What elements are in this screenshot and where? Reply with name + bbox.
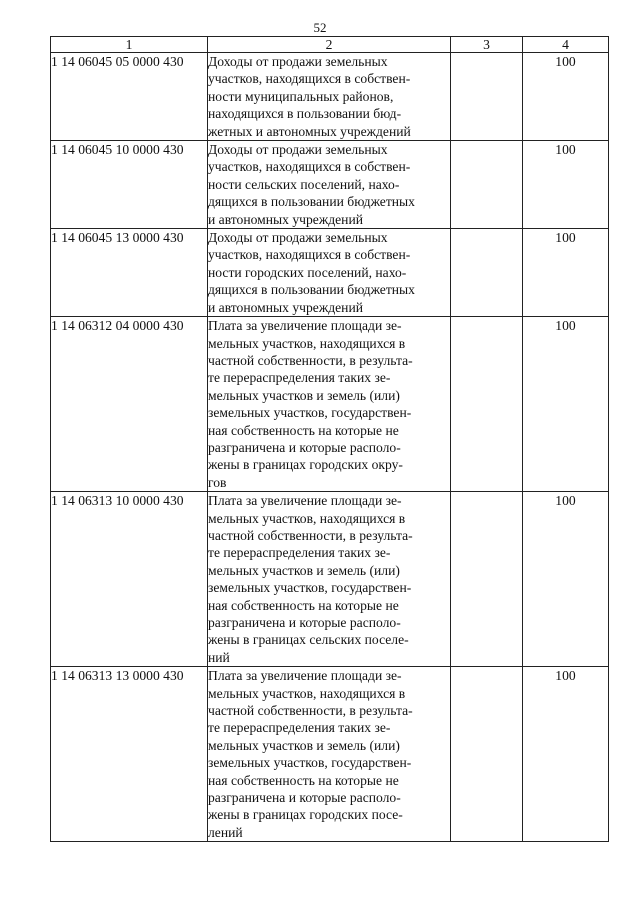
description-line: частной собственности, в результа- <box>208 527 413 543</box>
description-line: дящихся в пользовании бюджетных <box>208 282 415 298</box>
table-row <box>51 492 609 667</box>
norm-percent: 100 <box>523 229 609 317</box>
column-3-cell <box>451 141 523 229</box>
description-line: Плата за увеличение площади зе- <box>208 318 402 334</box>
description-line: ная собственность на которые не <box>208 422 399 438</box>
description-line: те перераспределения таких зе- <box>208 720 391 736</box>
page-number: 52 <box>313 20 327 35</box>
description-line: Доходы от продажи земельных <box>208 230 388 246</box>
norm-percent: 100 <box>523 53 609 141</box>
description-line: земельных участков, государствен- <box>208 580 412 596</box>
income-description <box>208 317 451 492</box>
description-line: участков, находящихся в собствен- <box>208 71 411 87</box>
description-line: жены в границах сельских поселе- <box>208 632 409 648</box>
description-line: участков, находящихся в собствен- <box>208 247 411 263</box>
norm-percent: 100 <box>523 492 609 667</box>
norm-percent: 100 <box>523 141 609 229</box>
description-line: ная собственность на которые не <box>208 772 399 788</box>
description-line: жетных и автономных учреждений <box>208 123 411 139</box>
description-line: дящихся в пользовании бюджетных <box>208 194 415 210</box>
description-line: Доходы от продажи земельных <box>208 54 388 69</box>
description-line: земельных участков, государствен- <box>208 755 412 771</box>
description-line: разграничена и которые располо- <box>208 439 401 455</box>
column-header-3: 3 <box>451 37 523 53</box>
description-line: ности сельских поселений, нахо- <box>208 176 400 192</box>
description-line: частной собственности, в результа- <box>208 703 413 719</box>
description-line: Доходы от продажи земельных <box>208 142 388 158</box>
column-header-1: 1 <box>51 37 208 53</box>
description-line: участков, находящихся в собствен- <box>208 159 411 175</box>
description-line: гов <box>208 474 227 490</box>
classification-code: 1 14 06313 13 0000 430 <box>51 667 208 842</box>
column-3-cell <box>451 667 523 842</box>
description-line: ная собственность на которые не <box>208 597 399 613</box>
income-description <box>208 53 451 141</box>
classification-code: 1 14 06045 13 0000 430 <box>51 229 208 317</box>
table-row <box>51 317 609 492</box>
norm-percent: 100 <box>523 667 609 842</box>
description-line: Плата за увеличение площади зе- <box>208 668 402 684</box>
column-3-cell <box>451 53 523 141</box>
norm-percent: 100 <box>523 317 609 492</box>
description-line: ний <box>208 649 230 665</box>
classification-code: 1 14 06313 10 0000 430 <box>51 492 208 667</box>
description-line: те перераспределения таких зе- <box>208 370 391 386</box>
description-line: разграничена и которые располо- <box>208 615 401 630</box>
income-description <box>208 492 451 667</box>
description-line: мельных участков и земель (или) <box>208 387 400 403</box>
table-row <box>51 229 609 317</box>
description-line: те перераспределения таких зе- <box>208 545 391 561</box>
description-line: земельных участков, государствен- <box>208 405 412 421</box>
column-header-2: 2 <box>208 37 451 53</box>
column-header-4: 4 <box>523 37 609 53</box>
description-line: жены в границах городских окру- <box>208 457 403 473</box>
description-line: разграничена и которые располо- <box>208 790 401 806</box>
description-line: мельных участков и земель (или) <box>208 562 400 578</box>
table-row <box>51 53 609 141</box>
classification-code: 1 14 06312 04 0000 430 <box>51 317 208 492</box>
budget-table <box>50 36 609 842</box>
income-description <box>208 229 451 317</box>
column-3-cell <box>451 229 523 317</box>
description-line: частной собственности, в результа- <box>208 352 413 368</box>
column-3-cell <box>451 317 523 492</box>
column-3-cell <box>451 492 523 667</box>
classification-code: 1 14 06045 05 0000 430 <box>51 53 208 141</box>
description-line: и автономных учреждений <box>208 211 363 227</box>
table-row <box>51 667 609 842</box>
description-line: мельных участков, находящихся в <box>208 335 406 351</box>
income-description <box>208 141 451 229</box>
income-description <box>208 667 451 842</box>
description-line: ности городских поселений, нахо- <box>208 264 407 280</box>
table-row <box>51 141 609 229</box>
classification-code: 1 14 06045 10 0000 430 <box>51 141 208 229</box>
description-line: находящихся в пользовании бюд- <box>208 106 402 122</box>
description-line: и автономных учреждений <box>208 299 363 315</box>
table-header-row <box>51 37 609 53</box>
description-line: жены в границах городских посе- <box>208 807 403 823</box>
description-line: Плата за увеличение площади зе- <box>208 493 402 509</box>
description-line: мельных участков, находящихся в <box>208 685 406 701</box>
description-line: мельных участков и земель (или) <box>208 737 400 753</box>
description-line: мельных участков, находящихся в <box>208 510 406 526</box>
description-line: ности муниципальных районов, <box>208 88 394 104</box>
description-line: лений <box>208 824 243 840</box>
